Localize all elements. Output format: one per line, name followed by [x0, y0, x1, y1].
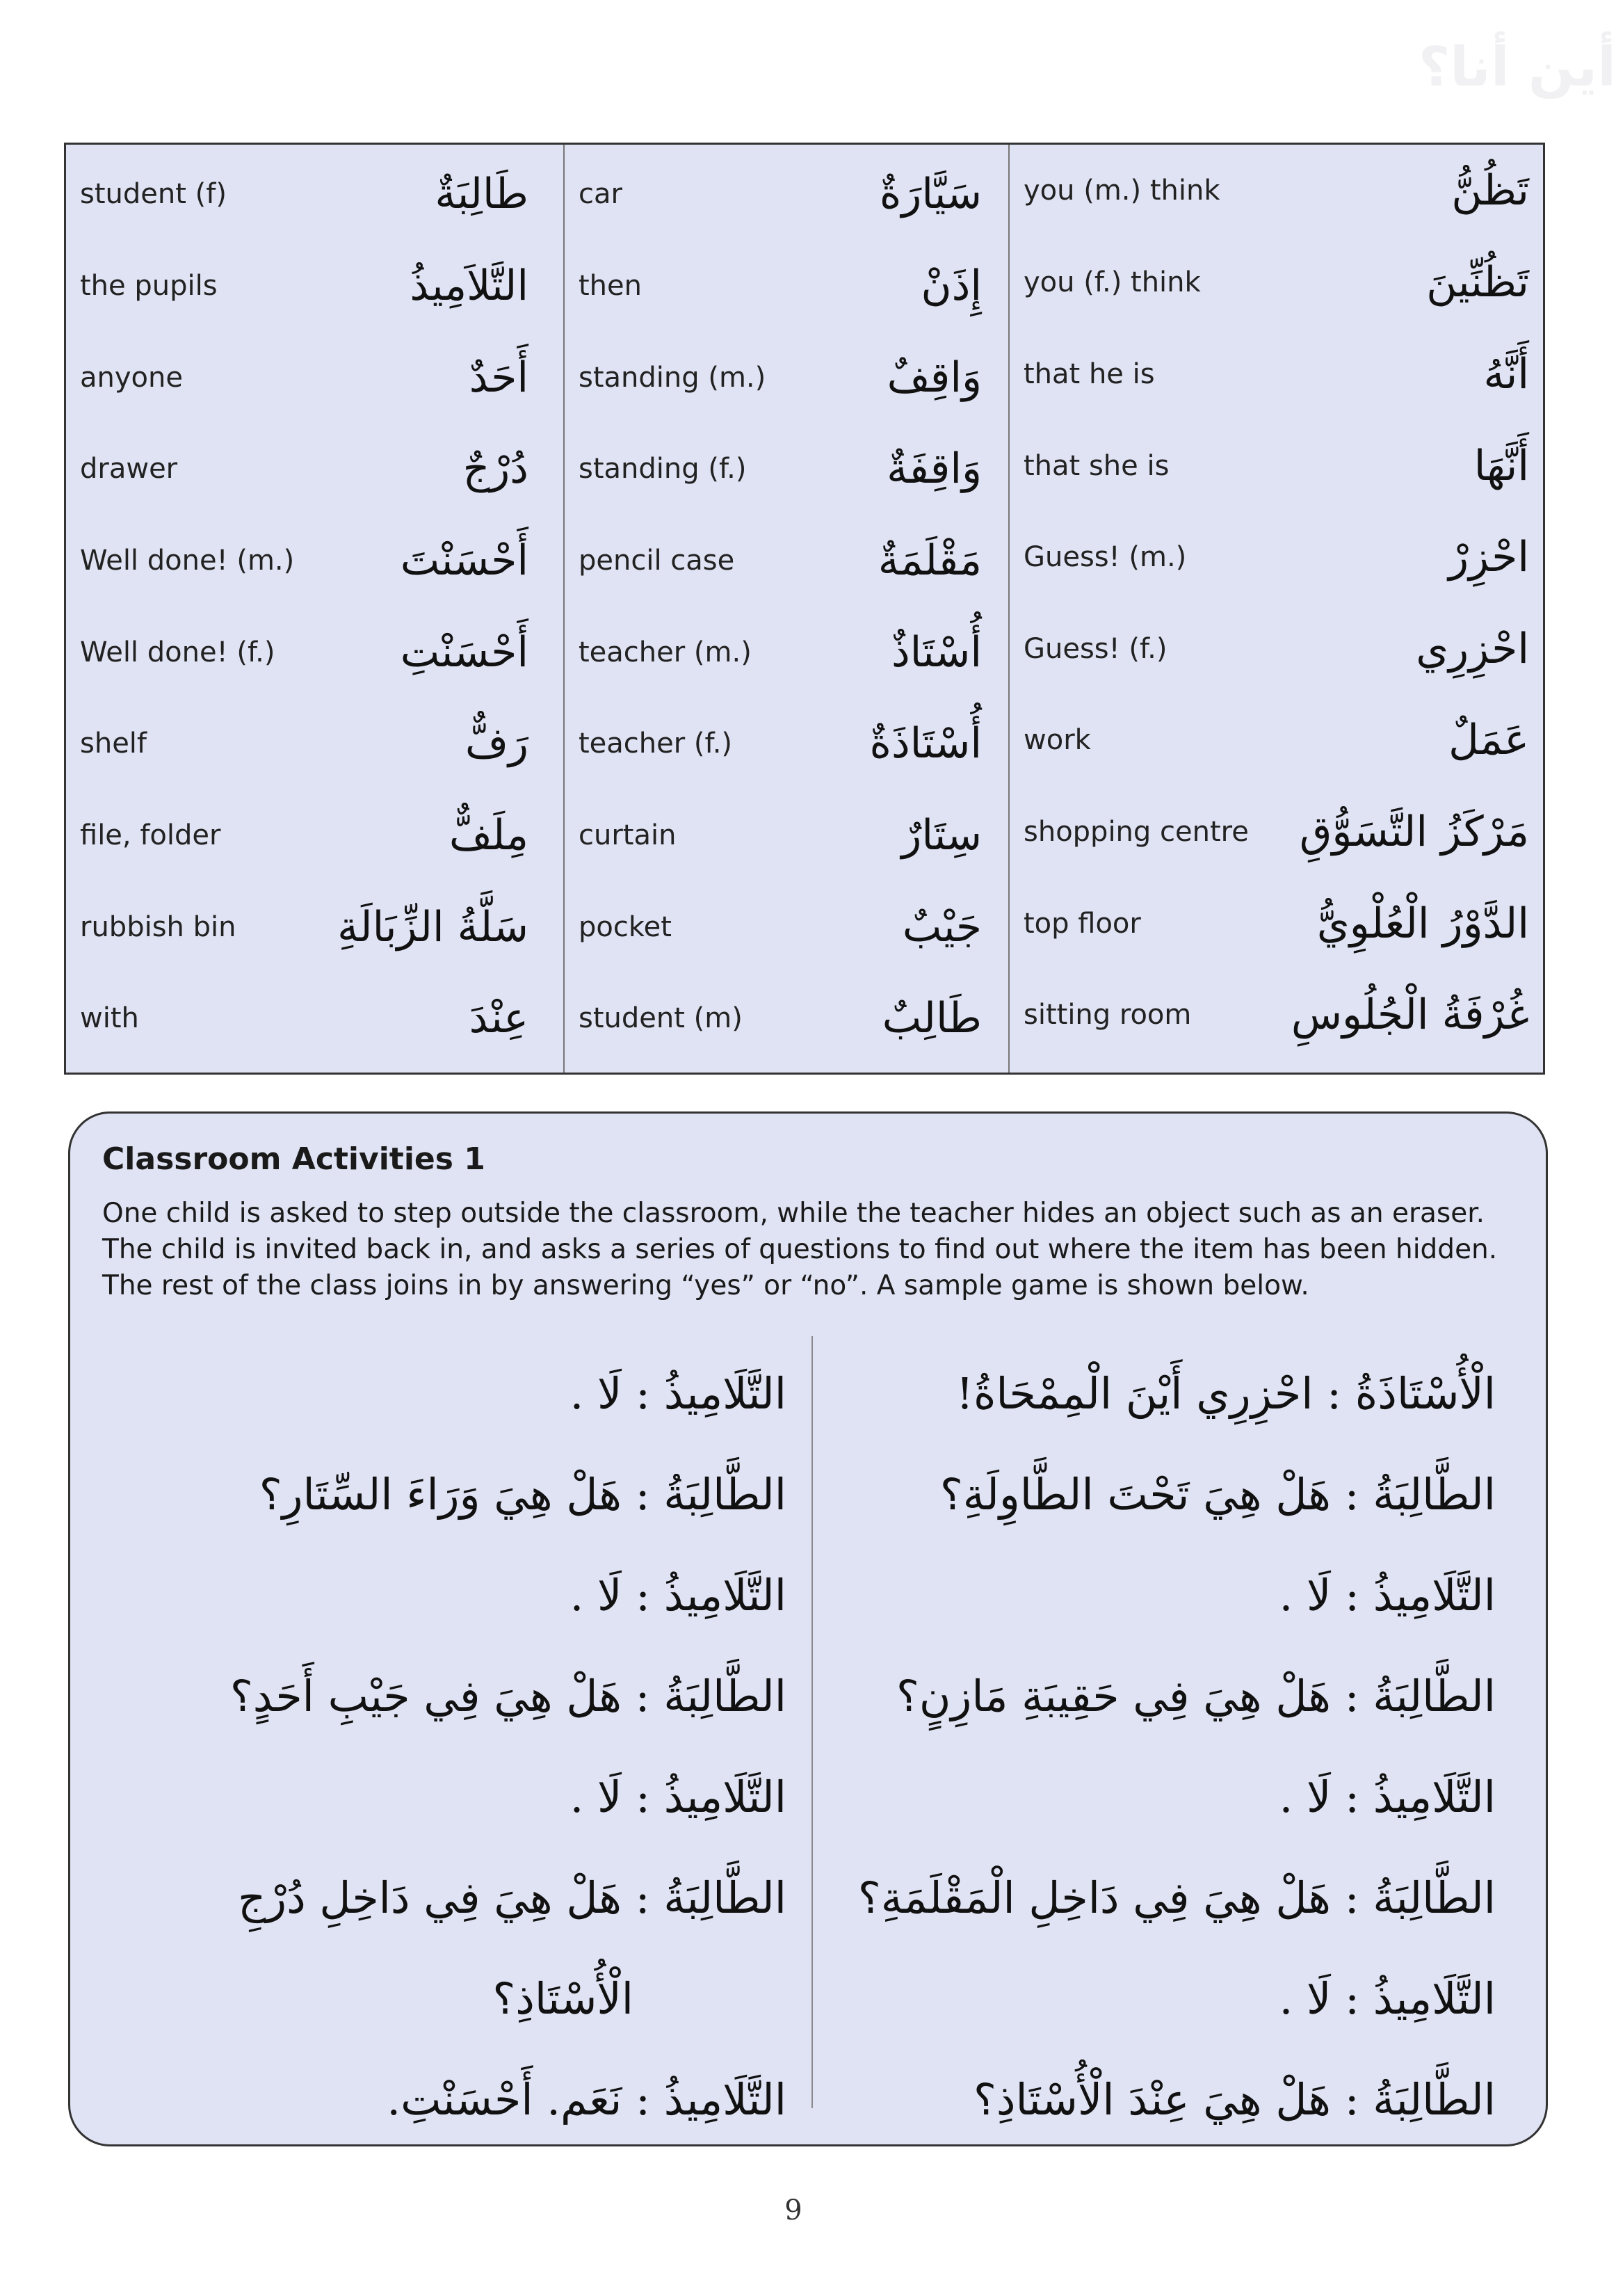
vocab-english: anyone: [80, 361, 183, 394]
vocab-english: teacher (m.): [579, 636, 752, 668]
vocab-english: Guess! (m.): [1024, 540, 1187, 573]
dialogue-line-continuation: الْأُسْتَاذِ؟: [492, 1973, 633, 2024]
vocab-row: [1010, 236, 1543, 328]
classroom-activity-box: [68, 1111, 1548, 2146]
vocab-english: you (m.) think: [1024, 174, 1220, 207]
vocab-english: shelf: [80, 727, 147, 760]
vocab-arabic: سَيَّارَةٌ: [879, 169, 982, 218]
vocab-row: [1010, 878, 1543, 969]
page-number: 9: [784, 2194, 802, 2226]
vocab-row: [66, 789, 563, 881]
vocab-row: [66, 240, 563, 331]
vocab-english: you (f.) think: [1024, 266, 1201, 298]
vocab-arabic: أَحَدٌ: [469, 353, 528, 402]
dialogue-column-left: [119, 1343, 786, 2150]
vocab-row: [66, 607, 563, 698]
vocab-english: standing (f.): [579, 452, 747, 485]
vocab-arabic: طَالِبَةٌ: [435, 169, 528, 218]
vocab-english: car: [579, 177, 622, 210]
vocab-row: [565, 698, 1010, 789]
vocab-english: sitting room: [1024, 998, 1192, 1031]
vocab-row: [66, 423, 563, 514]
vocab-english: drawer: [80, 452, 178, 485]
vocab-row: [565, 881, 1010, 972]
activity-description: One child is asked to step outside the classroom, while the teacher hides an object such as an eraser. The child is invited back in, and asks a series of questions to find out where the item has been hidden. The rest of the class joins in by answering “yes” or “no”. A sample game is shown below.: [102, 1198, 1498, 1301]
vocab-row: [66, 515, 563, 606]
vocab-english: shopping centre: [1024, 815, 1249, 848]
vocab-row: [1010, 145, 1543, 236]
vocab-english: pencil case: [579, 544, 735, 577]
vocab-arabic: أَحْسَنْتِ: [400, 627, 528, 677]
dialogue-line: الطَّالِبَةُ : هَلْ هِيَ فِي حَقِيبَةِ مَازِنٍ؟: [896, 1671, 1496, 1721]
vocab-arabic: أَنَّهَا: [1473, 441, 1529, 490]
dialogue-column-right: [828, 1343, 1496, 2150]
vocab-arabic: جَيْبٌ: [902, 902, 982, 952]
vocab-arabic: وَاقِفٌ: [887, 353, 982, 402]
vocab-arabic: سِتَارٌ: [901, 810, 982, 860]
vocab-row: [66, 332, 563, 423]
vocab-row: [66, 698, 563, 789]
dialogue-line: الطَّالِبَةُ : هَلْ هِيَ وَرَاءَ السِّتَارِ؟: [259, 1469, 786, 1520]
dialogue-line: التَّلَامِيذُ : نَعَم. أَحْسَنْتِ.: [387, 2074, 786, 2125]
vocab-english: student (f): [80, 177, 227, 210]
vocab-english: teacher (f.): [579, 727, 733, 760]
vocab-arabic: وَاقِفَةٌ: [887, 444, 982, 493]
vocab-arabic: دُرْجٌ: [462, 444, 528, 493]
vocab-arabic: أُسْتَاذَةٌ: [869, 718, 982, 768]
dialogue-divider: [811, 1336, 813, 2108]
activity-heading: Classroom Activities 1: [102, 1141, 485, 1177]
dialogue-line: الطَّالِبَةُ : هَلْ هِيَ تَحْتَ الطَّاوِلَةِ؟: [939, 1469, 1496, 1520]
dialogue-line: الطَّالِبَةُ : هَلْ هِيَ عِنْدَ الْأُسْتَاذِ؟: [973, 2074, 1496, 2125]
vocab-arabic: احْزِرْ: [1448, 532, 1529, 581]
vocab-arabic: التَّلاَمِيذُ: [410, 261, 528, 310]
vocab-row: [1010, 420, 1543, 511]
faded-background-title: [1419, 36, 1616, 120]
vocab-english: Well done! (f.): [80, 636, 275, 668]
vocab-arabic: تَظُنِّينَ: [1426, 257, 1529, 307]
vocabulary-column-2: [563, 145, 1010, 1073]
vocab-row: [66, 972, 563, 1063]
vocabulary-column-1: [66, 145, 563, 1073]
vocab-row: [565, 332, 1010, 423]
vocab-arabic: الدَّوْرُ الْعُلْوِيُّ: [1316, 899, 1529, 948]
vocab-arabic: أَنَّهُ: [1483, 349, 1529, 399]
vocab-english: rubbish bin: [80, 910, 236, 943]
dialogue-line: التَّلَامِيذُ : لَا .: [569, 1368, 786, 1419]
vocab-english: that he is: [1024, 358, 1155, 390]
vocab-row: [1010, 511, 1543, 602]
vocab-arabic: تَظُنُّ: [1451, 166, 1529, 215]
vocabulary-table: [64, 143, 1545, 1075]
vocab-arabic: عَمَلٌ: [1448, 715, 1529, 764]
dialogue-line: الطَّالِبَةُ : هَلْ هِيَ فِي دَاخِلِ دُرْجِ: [238, 1872, 786, 1923]
vocab-row: [565, 607, 1010, 698]
vocab-arabic: رَفٌّ: [464, 718, 528, 768]
vocab-english: the pupils: [80, 269, 218, 302]
vocab-row: [565, 515, 1010, 606]
vocab-row: [565, 240, 1010, 331]
vocab-row: [1010, 328, 1543, 419]
dialogue-line: الْأُسْتَاذَةُ : احْزِرِي أَيْنَ الْمِمْحَاةُ!: [956, 1368, 1496, 1419]
vocab-english: file, folder: [80, 819, 221, 851]
vocab-arabic: مَقْلَمَةٌ: [878, 536, 982, 585]
vocab-row: [1010, 786, 1543, 877]
vocab-english: then: [579, 269, 642, 302]
vocab-row: [1010, 603, 1543, 694]
vocab-row: [66, 148, 563, 239]
vocab-english: Well done! (m.): [80, 544, 295, 577]
vocab-arabic: احْزِرِي: [1416, 624, 1529, 673]
dialogue-line: الطَّالِبَةُ : هَلْ هِيَ فِي دَاخِلِ الْمَقْلَمَةِ؟: [857, 1872, 1496, 1923]
vocab-row: [66, 881, 563, 972]
faded-arabic-title: أين أنا؟: [1419, 36, 1616, 99]
vocab-row: [565, 789, 1010, 881]
vocab-english: work: [1024, 723, 1091, 756]
vocab-arabic: أُسْتَاذٌ: [891, 627, 982, 677]
dialogue-line: التَّلَامِيذُ : لَا .: [1279, 1973, 1496, 2024]
vocab-english: with: [80, 1002, 139, 1034]
vocab-arabic: سَلَّةُ الزِّبَالَةِ: [337, 902, 528, 952]
vocab-row: [565, 423, 1010, 514]
vocab-arabic: طَالِبٌ: [882, 993, 982, 1043]
vocab-english: that she is: [1024, 449, 1170, 482]
vocab-arabic: إِذَنْ: [921, 261, 982, 310]
vocab-row: [565, 148, 1010, 239]
vocab-arabic: مَرْكَزُ التَّسَوُّقِ: [1299, 807, 1529, 856]
vocab-english: student (m): [579, 1002, 743, 1034]
vocab-row: [1010, 969, 1543, 1060]
vocab-arabic: عِنْدَ: [469, 993, 528, 1043]
dialogue-line: التَّلَامِيذُ : لَا .: [1279, 1570, 1496, 1621]
vocab-english: top floor: [1024, 907, 1141, 940]
vocab-english: pocket: [579, 910, 672, 943]
vocab-row: [1010, 694, 1543, 785]
dialogue-line: التَّلَامِيذُ : لَا .: [569, 1570, 786, 1621]
vocab-arabic: مِلَفٌّ: [449, 810, 528, 860]
vocab-english: curtain: [579, 819, 677, 851]
dialogue-line: الطَّالِبَةُ : هَلْ هِيَ فِي جَيْبِ أَحَدٍ؟: [229, 1671, 786, 1721]
vocab-english: standing (m.): [579, 361, 766, 394]
vocab-arabic: غُرْفَةُ الْجُلُوسِ: [1291, 990, 1529, 1039]
vocab-english: Guess! (f.): [1024, 632, 1167, 665]
vocab-arabic: أَحْسَنْتَ: [400, 536, 528, 585]
dialogue-line: التَّلَامِيذُ : لَا .: [1279, 1772, 1496, 1822]
dialogue-line: التَّلَامِيذُ : لَا .: [569, 1772, 786, 1822]
vocab-row: [565, 972, 1010, 1063]
vocabulary-column-3: [1008, 145, 1543, 1073]
